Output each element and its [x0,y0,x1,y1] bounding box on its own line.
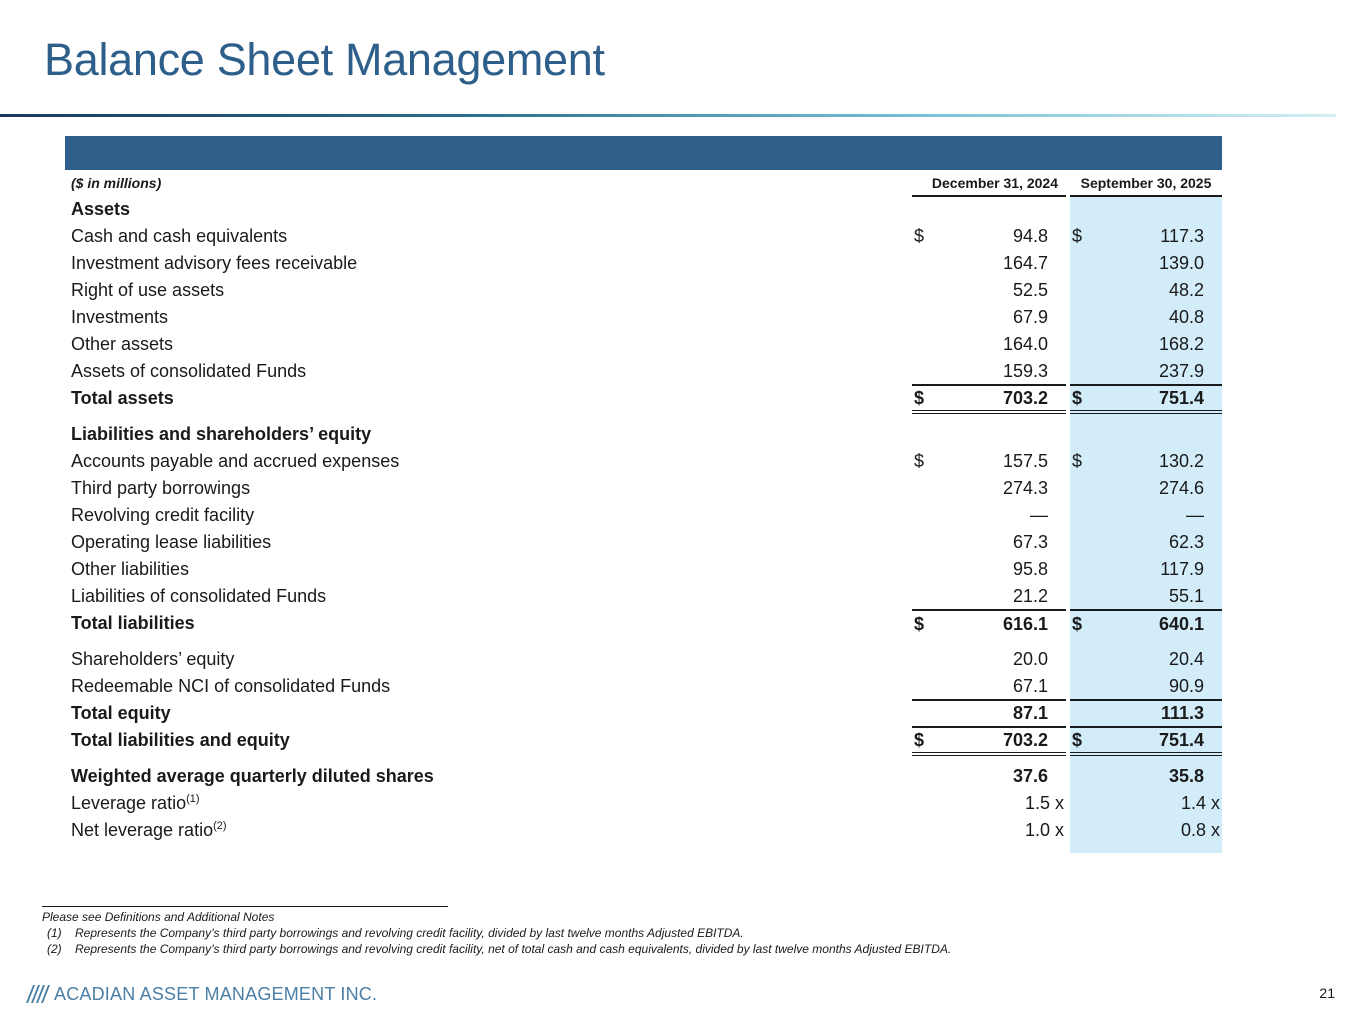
row-label: Other liabilities [71,559,190,579]
row-label: Investment advisory fees receivable [71,253,358,273]
value-dec-2024: 37.6 [1012,766,1048,786]
balance-sheet-table [65,136,1222,853]
value-dec-2024: 159.3 [1002,360,1048,381]
dollar-sign: $ [914,226,925,246]
table-row [65,304,1222,331]
dollar-sign: $ [1070,727,1092,754]
value-dec-2024: 164.0 [1002,334,1048,354]
row-label: Revolving credit facility [71,505,255,525]
value-sep-2025: 0.8 x [1092,817,1222,844]
row-label: Redeemable NCI of consolidated Funds [71,676,391,696]
value-sep-2025: 751.4 [1092,727,1222,754]
section-header-assets: Assets [65,196,1222,223]
total-row [65,727,1222,754]
row-label: Total liabilities and equity [71,730,290,750]
footnote-ref: (2) [213,820,227,832]
value-dec-2024: 67.3 [1012,532,1048,552]
table-row [65,277,1222,304]
value-dec-2024: — [1030,505,1048,525]
total-row [65,610,1222,637]
value-sep-2025: 20.4 [1092,646,1222,673]
total-row [65,700,1222,727]
row-label: Assets of consolidated Funds [71,361,307,381]
row-label: Leverage ratio$^{(1)}$ [71,793,200,813]
value-dec-2024: 1.0 x [1024,820,1064,840]
value-sep-2025: 751.4 [1092,385,1222,412]
row-label: Liabilities of consolidated Funds [71,586,327,606]
value-sep-2025: 640.1 [1092,610,1222,637]
section-header-liabilities: Liabilities and shareholders’ equity [65,421,1222,448]
row-label: Total equity [71,703,171,723]
table-row [65,223,1222,250]
row-label: Shareholders’ equity [71,649,235,669]
value-sep-2025: 1.4 x [1092,790,1222,817]
row-label: Total liabilities [71,613,195,633]
value-sep-2025: 117.9 [1092,556,1222,583]
logo-mark-icon [26,985,50,1003]
table-row [65,475,1222,502]
table-row [65,502,1222,529]
value-dec-2024: 703.2 [934,385,1066,412]
value-sep-2025: 55.1 [1092,583,1222,610]
value-dec-2024: 703.2 [934,727,1066,754]
footnotes [42,909,951,957]
value-sep-2025: 237.9 [1092,358,1222,385]
value-dec-2024: 94.8 [1012,226,1048,246]
row-label: Other assets [71,334,174,354]
table-row [65,250,1222,277]
page-number: 21 [1319,985,1335,1001]
footnote-2: (2) Represents the Company’s third party borrowings and revolving credit facility, net of total cash and cash equivalents, divided by last twelve months Adjusted EBITDA. [47,942,952,956]
row-label: Investments [71,307,169,327]
value-sep-2025: 111.3 [1092,700,1222,727]
value-dec-2024: 21.2 [1012,585,1048,606]
table-row [65,817,1222,844]
total-row [65,385,1222,412]
value-dec-2024: 157.5 [1002,451,1048,471]
table-header-row [65,170,1222,196]
value-sep-2025: 40.8 [1092,304,1222,331]
table-row [65,583,1222,610]
table-row [65,331,1222,358]
footnote-intro: Please see Definitions and Additional Notes [42,910,275,924]
table-row [65,646,1222,673]
row-label: Operating lease liabilities [71,532,272,552]
dollar-sign: $ [912,385,934,412]
page-title: Balance Sheet Management [44,34,605,85]
dollar-sign: $ [1070,448,1092,475]
table-row [65,790,1222,817]
row-label: Total assets [71,388,174,408]
table-row [65,763,1222,790]
row-label: Right of use assets [71,280,225,300]
value-sep-2025: 62.3 [1092,529,1222,556]
column-header-sep-2025: September 30, 2025 [1070,170,1222,196]
value-dec-2024: 67.9 [1012,307,1048,327]
title-divider [0,114,1336,117]
column-header-dec-2024: December 31, 2024 [912,170,1066,196]
dollar-sign: $ [912,610,934,637]
value-dec-2024: 95.8 [1012,559,1048,579]
row-label: Third party borrowings [71,478,251,498]
company-logo [26,984,377,1004]
value-sep-2025: 168.2 [1092,331,1222,358]
value-sep-2025: — [1092,502,1222,529]
value-dec-2024: 67.1 [1012,675,1048,696]
row-label: Net leverage ratio$^{(2)}$ [71,820,227,840]
table-row [65,673,1222,700]
value-dec-2024: 274.3 [1002,478,1048,498]
dollar-sign: $ [1070,223,1092,250]
dollar-sign: $ [912,727,934,754]
row-label: Weighted average quarterly diluted shares [71,766,434,786]
table-banner [65,136,1222,170]
value-dec-2024: 87.1 [934,700,1066,727]
dollar-sign: $ [1070,385,1092,412]
units-label: ($ in millions) [71,175,162,191]
row-label: Cash and cash equivalents [71,226,288,246]
table-row [65,358,1222,385]
logo-text: ACADIAN ASSET MANAGEMENT INC. [54,983,378,1004]
value-sep-2025: 139.0 [1092,250,1222,277]
row-label: Accounts payable and accrued expenses [71,451,400,471]
value-dec-2024: 20.0 [1012,649,1048,669]
value-sep-2025: 130.2 [1092,448,1222,475]
dollar-sign: $ [914,451,925,471]
dollar-sign: $ [1070,610,1092,637]
value-dec-2024: 1.5 x [1024,793,1064,813]
value-sep-2025: 117.3 [1092,223,1222,250]
value-sep-2025: 274.6 [1092,475,1222,502]
footnote-divider [42,906,448,907]
value-dec-2024: 52.5 [1012,280,1048,300]
table-row [65,448,1222,475]
value-sep-2025: 90.9 [1092,673,1222,700]
value-dec-2024: 616.1 [934,610,1066,637]
table-row [65,556,1222,583]
value-dec-2024: 164.7 [1002,253,1048,273]
footnote-ref: (1) [186,793,200,805]
value-sep-2025: 48.2 [1092,277,1222,304]
footnote-1: (1) Represents the Company’s third party borrowings and revolving credit facility, divided by last twelve months Adjusted EBITDA. [47,926,744,940]
table-row [65,529,1222,556]
value-sep-2025: 35.8 [1092,763,1222,790]
